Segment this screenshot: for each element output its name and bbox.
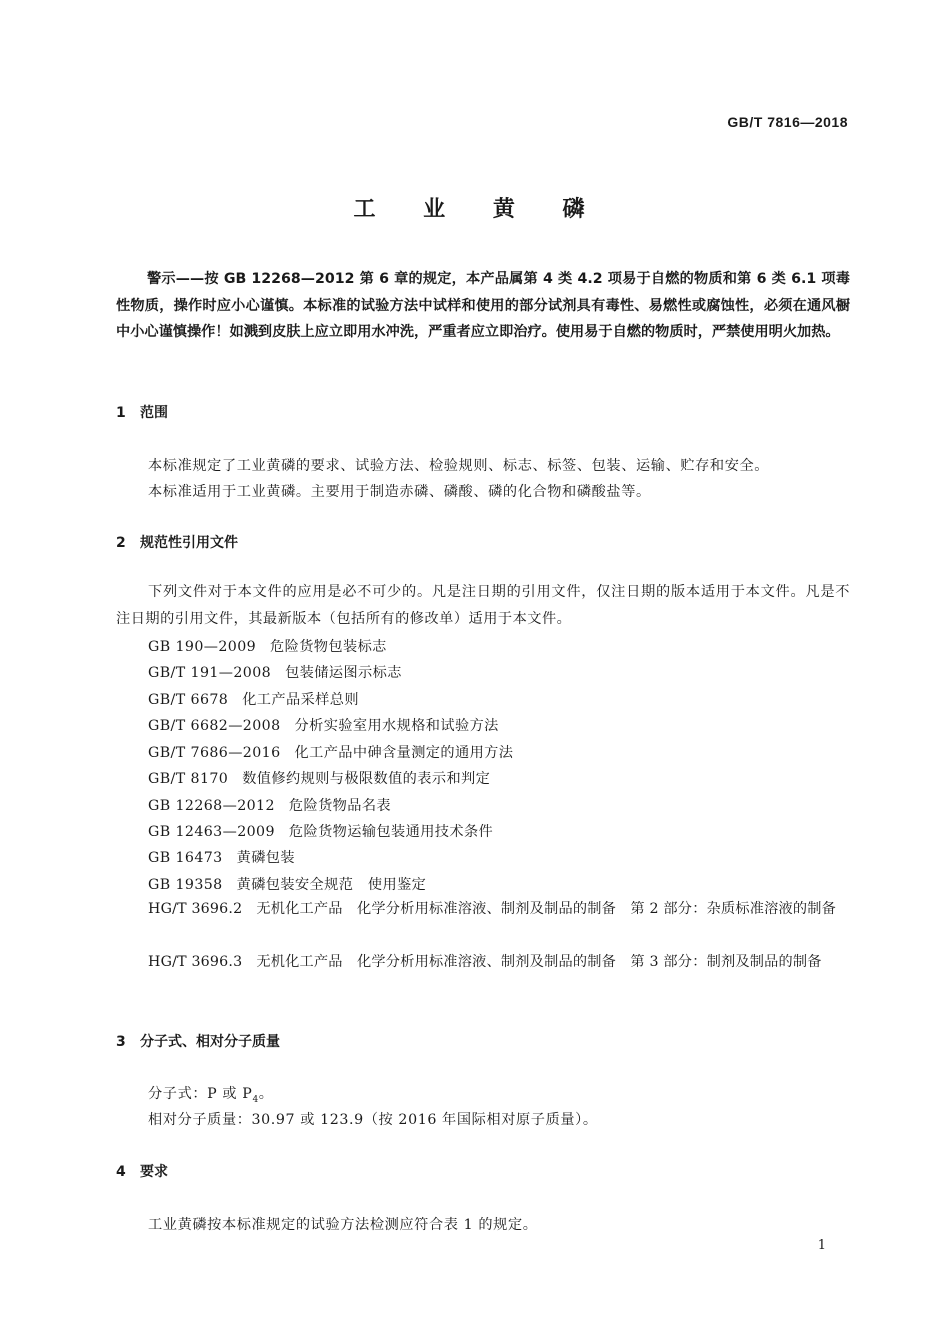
reference-item	[116, 949, 850, 976]
requirements-paragraph: 工业黄磷按本标准规定的试验方法检测应符合表 1 的规定。	[148, 1217, 538, 1233]
section-3-heading	[116, 1031, 280, 1051]
reference-code: GB/T 6682—2008	[148, 718, 281, 734]
reference-title: 包装储运图示标志	[285, 665, 402, 681]
reference-title: 危险货物运输包装通用技术条件	[288, 824, 494, 840]
section-4-heading	[116, 1161, 168, 1181]
reference-title: 无机化工产品 化学分析用标准溶液、制剂及制品的制备 第 3 部分：制剂及制品的制备	[256, 954, 822, 970]
reference-title: 无机化工产品 化学分析用标准溶液、制剂及制品的制备 第 2 部分：杂质标准溶液的制备	[256, 901, 837, 917]
section-title: 要求	[140, 1164, 168, 1180]
reference-title: 危险货物包装标志	[270, 639, 387, 655]
reference-code: GB 16473	[148, 850, 223, 866]
reference-item	[148, 795, 391, 815]
reference-title: 化工产品中砷含量测定的通用方法	[294, 745, 514, 761]
reference-title: 化工产品采样总则	[242, 692, 359, 708]
formula-text: 分子式：P 或 P	[148, 1086, 253, 1102]
reference-item	[148, 821, 493, 841]
reference-item	[148, 768, 490, 788]
reference-code: GB 12268—2012	[148, 798, 275, 814]
scope-paragraph-1: 本标准规定了工业黄磷的要求、试验方法、检验规则、标志、标签、包装、运输、贮存和安全。	[148, 458, 770, 474]
references-intro: 下列文件对于本文件的应用是必不可少的。凡是注日期的引用文件，仅注日期的版本适用于本文件。凡是不注日期的引用文件，其最新版本（包括所有的修改单）适用于本文件。	[116, 584, 850, 627]
reference-title: 危险货物品名表	[288, 798, 392, 814]
reference-title: 分析实验室用水规格和试验方法	[294, 718, 499, 734]
reference-item	[148, 689, 359, 709]
reference-item	[116, 896, 850, 923]
section-number: 1	[116, 405, 126, 421]
reference-code: GB 19358	[148, 877, 223, 893]
section-number: 4	[116, 1164, 126, 1180]
section-number: 3	[116, 1034, 126, 1050]
reference-title: 黄磷包装安全规范 使用鉴定	[236, 877, 427, 893]
reference-code: GB 190—2009	[148, 639, 257, 655]
reference-code: GB/T 7686—2016	[148, 745, 281, 761]
section-title: 范围	[140, 405, 168, 421]
page-number: 1	[817, 1238, 826, 1253]
reference-title: 数值修约规则与极限数值的表示和判定	[242, 771, 491, 787]
reference-title: 黄磷包装	[236, 850, 295, 866]
molar-mass: 相对分子质量：30.97 或 123.9（按 2016 年国际相对原子质量）。	[148, 1112, 598, 1128]
formula-end: 。	[258, 1086, 274, 1102]
molecular-formula	[148, 1083, 274, 1105]
section-number: 2	[116, 535, 126, 551]
standard-code: GB/T 7816—2018	[727, 114, 848, 130]
section-title: 分子式、相对分子质量	[140, 1034, 280, 1050]
formula-subscript: 4	[252, 1094, 259, 1105]
reference-code: GB/T 8170	[148, 771, 229, 787]
reference-item	[148, 636, 387, 656]
section-title: 规范性引用文件	[140, 535, 238, 551]
reference-code: GB/T 6678	[148, 692, 229, 708]
document-title: 工 业 黄 磷	[353, 197, 605, 222]
warning-paragraph: 警示——按 GB 12268—2012 第 6 章的规定，本产品属第 4 类 4.2 项易于自燃的物质和第 6 类 6.1 项毒性物质，操作时应小心谨慎。本标准的试验方法中试样和使用的部分试剂具有毒性、易燃性或腐蚀性，必须在通风橱中小心谨慎操作！如溅到皮肤上应立即用水冲洗，严重者应立即治疗。使用易于自燃的物质时，严禁使用明火加热。	[116, 271, 850, 340]
reference-item	[148, 742, 513, 762]
reference-item	[148, 662, 402, 682]
reference-item	[148, 847, 295, 867]
reference-code: HG/T 3696.3	[148, 954, 243, 970]
section-2-heading	[116, 532, 238, 552]
reference-item	[148, 874, 426, 894]
reference-code: HG/T 3696.2	[148, 901, 243, 917]
section-1-heading	[116, 402, 168, 422]
reference-code: GB 12463—2009	[148, 824, 275, 840]
reference-code: GB/T 191—2008	[148, 665, 272, 681]
scope-paragraph-2: 本标准适用于工业黄磷。主要用于制造赤磷、磷酸、磷的化合物和磷酸盐等。	[148, 484, 651, 500]
reference-item	[148, 715, 499, 735]
